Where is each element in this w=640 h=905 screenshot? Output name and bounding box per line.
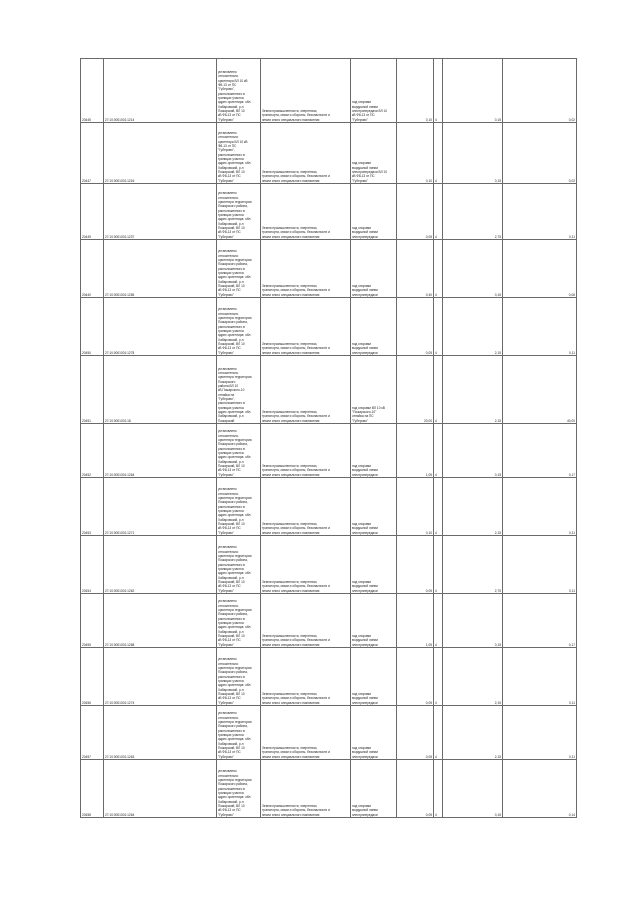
cell-rate: 2,15: [443, 478, 503, 536]
cell-rate: 2,15: [443, 648, 503, 706]
cell-location: установлено относительно ориентира территория Пожарского района, расположенного в границах участка адрес ориентира: обл. Хабаровский, р-н Пожарский, ВЛ 10 кВ Ф8-13 от ПС "Губерово": [217, 424, 261, 478]
cell-location: установлено относительно ориентира территория Пожарского района, расположенного в границах участка адрес ориентира: обл. Хабаровский, р-н Пожарский, ВЛ 10 кВ Ф8-13 от ПС "Губерово": [217, 706, 261, 760]
cell-location: установлено относительно ориентира территория Пожарского района, расположенного в границах участка адрес ориентира: обл. Хабаровский, р-н Пожарский, ВЛ 10 кВ Ф8-13 от ПС "Губерово": [217, 478, 261, 536]
cell-rate: 2,15: [443, 356, 503, 424]
cell-id: 20451: [81, 356, 104, 424]
table-row: [81, 536, 577, 594]
cell-amount: 0,06: [503, 240, 577, 298]
cell-land-category: Земли промышленности, энергетики, транспорта, связи и обороны, безопасности и земли иного специального назначения: [261, 478, 351, 536]
cell-land-category: Земли промышленности, энергетики, транспорта, связи и обороны, безопасности и земли иного специального назначения: [261, 123, 351, 184]
cell-id: 20452: [81, 424, 104, 478]
cell-permitted-use: под опорами воздушной линии электропередачи: [351, 424, 397, 478]
cell-rate: 0,15: [443, 59, 503, 123]
cell-area: 0,10: [397, 123, 434, 184]
cell-unit: 4: [434, 298, 443, 356]
cell-area: 20,00: [397, 356, 434, 424]
cell-area: 0,05: [397, 706, 434, 760]
cell-amount: 0,11: [503, 536, 577, 594]
cell-cadastral-number: 27:10:0001001:1271: [104, 478, 217, 536]
cell-permitted-use: под опорами воздушной линии электропередачи: [351, 298, 397, 356]
cell-id: 20456: [81, 648, 104, 706]
table-row: [81, 184, 577, 240]
table-row: [81, 706, 577, 760]
cell-land-category: Земли промышленности, энергетики, транспорта, связи и обороны, безопасности и земли иного специального назначения: [261, 760, 351, 818]
table-row: [81, 424, 577, 478]
cell-amount: 0,17: [503, 594, 577, 648]
cell-rate: 0,15: [443, 424, 503, 478]
table-row: [81, 648, 577, 706]
cell-location: установлено относительно ориентира территория Пожарского района, расположенного в границах участка адрес ориентира: обл. Хабаровский, р-н Пожарский, ВЛ 10 кВ Ф8-13 от ПС "Губерово": [217, 184, 261, 240]
cell-land-category: Земли промышленности, энергетики, транспорта, связи и обороны, безопасности и земли иного специального назначения: [261, 648, 351, 706]
cell-cadastral-number: 27:10:0001001:1214: [104, 59, 217, 123]
cell-location: установлено относительно ориентира ВЛ 10 кВ Ф8-13 от ПС "Губерово", расположенного в границах участка адрес ориентира: обл. Хабаровский, р-н Пожарский, ВЛ 10 кВ Ф8-13 от ПС "Губерово": [217, 59, 261, 123]
table-row: [81, 478, 577, 536]
cell-permitted-use: под опорами воздушной линии электропередачи: [351, 536, 397, 594]
cell-amount: 0,02: [503, 59, 577, 123]
cell-area: 0,10: [397, 478, 434, 536]
cell-unit: 4: [434, 240, 443, 298]
cell-area: 0,05: [397, 760, 434, 818]
cell-id: 20457: [81, 706, 104, 760]
cell-area: 0,05: [397, 648, 434, 706]
cell-area: 0,05: [397, 184, 434, 240]
cell-area: 0,05: [397, 536, 434, 594]
cell-unit: 4: [434, 123, 443, 184]
cell-unit: 4: [434, 478, 443, 536]
cell-rate: 0,15: [443, 240, 503, 298]
cell-cadastral-number: 27:10:0001001:1262: [104, 536, 217, 594]
cell-permitted-use: под опорами воздушной линии электропередачи: [351, 760, 397, 818]
cell-location: установлено относительно ориентира территория Пожарского района, расположенного в границах участка адрес ориентира: обл. Хабаровский, р-н Пожарский, ВЛ 10 кВ Ф8-13 от ПС "Губерово": [217, 594, 261, 648]
cell-permitted-use: под опорами воздушной линии электропередачи: [351, 184, 397, 240]
cell-unit: 4: [434, 184, 443, 240]
cell-cadastral-number: 27:10:0001001:1237: [104, 184, 217, 240]
cell-location: установлено относительно ориентира территория Пожарского района, расположенного в границах участка адрес ориентира: обл. Хабаровский, р-н Пожарский, ВЛ 10 кВ Ф8-13 от ПС "Губерово": [217, 536, 261, 594]
cell-id: 20447: [81, 123, 104, 184]
table-row: [81, 594, 577, 648]
cell-permitted-use: под опорами воздушной линии электропередачи: [351, 478, 397, 536]
cell-amount: 0,11: [503, 706, 577, 760]
cell-area: 1,05: [397, 424, 434, 478]
cell-rate: 0,15: [443, 594, 503, 648]
cell-cadastral-number: 27:10:0001001:1216: [104, 123, 217, 184]
cell-amount: 0,14: [503, 760, 577, 818]
cell-unit: 4: [434, 59, 443, 123]
cell-permitted-use: под опорами ВЛ 10 кВ "Пожарского-10" отпайка на ПС "Губерово": [351, 356, 397, 424]
cell-permitted-use: под опорами воздушной линии электропередачи ВЛ 10 кВ Ф8-13 от ПС "Губерово": [351, 59, 397, 123]
cell-area: 0,40: [397, 240, 434, 298]
cell-id: 20440: [81, 240, 104, 298]
cell-id: 20445: [81, 59, 104, 123]
table-row: [81, 760, 577, 818]
cell-land-category: Земли промышленности, энергетики, транспорта, связи и обороны, безопасности и земли иного специального назначения: [261, 536, 351, 594]
cell-unit: 4: [434, 760, 443, 818]
cell-id: 20454: [81, 536, 104, 594]
cell-rate: 0,15: [443, 760, 503, 818]
cell-permitted-use: под опорами воздушной линии электропередачи: [351, 706, 397, 760]
cell-id: 20455: [81, 594, 104, 648]
cell-unit: 4: [434, 356, 443, 424]
table-row: [81, 59, 577, 123]
cell-cadastral-number: 27:10:0001001:1264: [104, 424, 217, 478]
cell-location: установлено относительно ориентира территория Пожарского района, расположенного в границах участка адрес ориентира: обл. Хабаровский, р-н Пожарский, ВЛ 10 кВ Ф8-13 от ПС "Губерово": [217, 298, 261, 356]
table-row: [81, 356, 577, 424]
cell-area: 0,10: [397, 59, 434, 123]
cell-rate: 2,75: [443, 536, 503, 594]
cell-cadastral-number: 27:10:0001001:1264: [104, 760, 217, 818]
cell-area: 0,05: [397, 298, 434, 356]
cell-unit: 4: [434, 594, 443, 648]
cell-amount: 0,11: [503, 478, 577, 536]
cell-land-category: Земли промышленности, энергетики, транспорта, связи и обороны, безопасности и земли иного специального назначения: [261, 356, 351, 424]
cell-land-category: Земли промышленности, энергетики, транспорта, связи и обороны, безопасности и земли иного специального назначения: [261, 424, 351, 478]
cell-permitted-use: под опорами воздушной линии электропередачи: [351, 594, 397, 648]
cell-id: 20458: [81, 760, 104, 818]
cell-land-category: Земли промышленности, энергетики, транспорта, связи и обороны, безопасности и земли иного специального назначения: [261, 594, 351, 648]
cell-land-category: Земли промышленности, энергетики, транспорта, связи и обороны, безопасности и земли иного специального назначения: [261, 298, 351, 356]
cell-location: установлено относительно ориентира ВЛ 10 кВ Ф8-13 от ПС "Губерово", расположенного в границах участка адрес ориентира: обл. Хабаровский, р-н Пожарский, ВЛ 10 кВ Ф8-13 от ПС "Губерово": [217, 123, 261, 184]
cell-amount: 0,17: [503, 424, 577, 478]
cell-id: 20453: [81, 478, 104, 536]
cell-cadastral-number: 27:10:0001001:1268: [104, 594, 217, 648]
cell-rate: 2,15: [443, 298, 503, 356]
cell-location: установлено относительно ориентира территория Пожарского района,ВЛ 10 кВ,Пожарского-10 отпайка на "Губерово", расположенного в границах участка адрес ориентира: обл. Хабаровский, р-н Пожарский: [217, 356, 261, 424]
cell-rate: 2,75: [443, 184, 503, 240]
cell-rate: 2,15: [443, 706, 503, 760]
cell-permitted-use: под опорами воздушной линии электропередачи ВЛ 10 кВ Ф8-13 от ПС "Губерово": [351, 123, 397, 184]
table-body: [81, 59, 577, 818]
cell-amount: 0,11: [503, 648, 577, 706]
cell-cadastral-number: 27:10:0001001:18: [104, 356, 217, 424]
cell-id: 20450: [81, 298, 104, 356]
cell-location: установлено относительно ориентира территория Пожарского района, расположенного в границах участка адрес ориентира: обл. Хабаровский, р-н Пожарский, ВЛ 10 кВ Ф8-13 от ПС "Губерово": [217, 760, 261, 818]
table-row: [81, 240, 577, 298]
cell-cadastral-number: 27:10:0001001:1278: [104, 298, 217, 356]
cell-unit: 4: [434, 648, 443, 706]
table-row: [81, 298, 577, 356]
cell-amount: 0,11: [503, 298, 577, 356]
land-plots-table: [80, 58, 577, 818]
cell-land-category: Земли промышленности, энергетики, транспорта, связи и обороны, безопасности и земли иного специального назначения: [261, 240, 351, 298]
cell-rate: 0,15: [443, 123, 503, 184]
cell-cadastral-number: 27:10:0001001:1274: [104, 648, 217, 706]
cell-permitted-use: под опорами воздушной линии электропередачи: [351, 648, 397, 706]
cell-unit: 4: [434, 536, 443, 594]
cell-amount: 40,00: [503, 356, 577, 424]
cell-unit: 4: [434, 424, 443, 478]
cell-cadastral-number: 27:10:0001001:1263: [104, 706, 217, 760]
cell-amount: 0,02: [503, 123, 577, 184]
cell-location: установлено относительно ориентира территория Пожарского района, расположенного в границах участка адрес ориентира: обл. Хабаровский, р-н Пожарский, ВЛ 10 кВ Ф8-13 от ПС "Губерово": [217, 648, 261, 706]
cell-land-category: Земли промышленности, энергетики, транспорта, связи и обороны, безопасности и земли иного специального назначения: [261, 59, 351, 123]
cell-cadastral-number: 27:10:0001001:1265: [104, 240, 217, 298]
cell-id: 20449: [81, 184, 104, 240]
cell-area: 1,05: [397, 594, 434, 648]
cell-land-category: Земли промышленности, энергетики, транспорта, связи и обороны, безопасности и земли иного специального назначения: [261, 706, 351, 760]
cell-permitted-use: под опорами воздушной линии электропередачи: [351, 240, 397, 298]
cell-amount: 0,11: [503, 184, 577, 240]
cell-unit: 4: [434, 706, 443, 760]
table-row: [81, 123, 577, 184]
cell-location: установлено относительно ориентира территория Пожарского района, расположенного в границах участка адрес ориентира: обл. Хабаровский, р-н Пожарский, ВЛ 10 кВ Ф8-13 от ПС "Губерово": [217, 240, 261, 298]
cell-land-category: Земли промышленности, энергетики, транспорта, связи и обороны, безопасности и земли иного специального назначения: [261, 184, 351, 240]
